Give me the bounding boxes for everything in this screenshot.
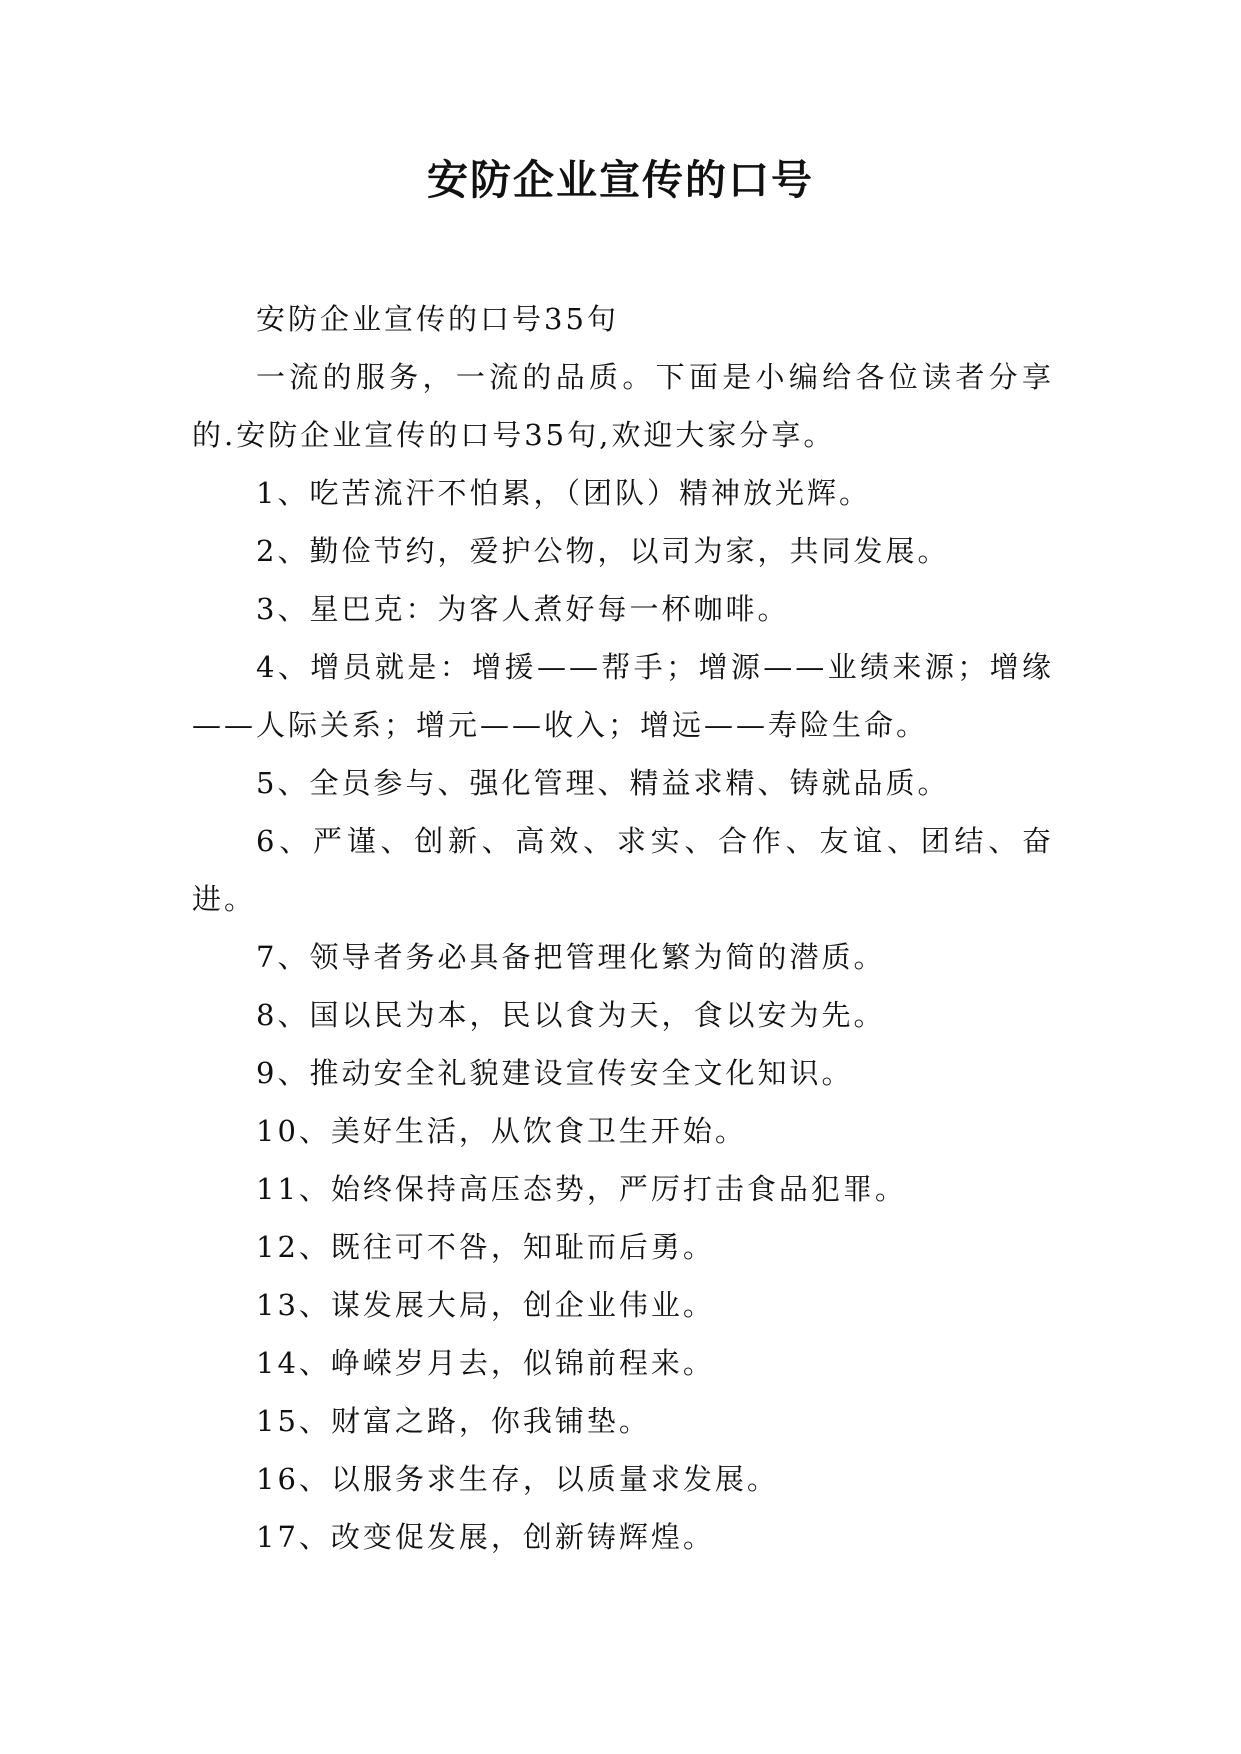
paragraph: 12、既往可不咎，知耻而后勇。 xyxy=(256,1230,715,1264)
document-title: 安防企业宣传的口号 xyxy=(427,156,814,204)
paragraph: 11、始终保持高压态势，严厉打击食品犯罪。 xyxy=(256,1172,907,1206)
paragraph: 1、吃苦流汗不怕累，（团队）精神放光辉。 xyxy=(256,476,871,510)
paragraph: 10、美好生活，从饮食卫生开始。 xyxy=(256,1114,747,1148)
paragraph: 14、峥嵘岁月去，似锦前程来。 xyxy=(256,1346,715,1380)
paragraph: 3、星巴克：为客人煮好每一杯咖啡。 xyxy=(256,592,790,626)
paragraph: 13、谋发展大局，创企业伟业。 xyxy=(256,1288,715,1322)
paragraph: 4、增员就是：增援——帮手；增源——业绩来源；增缘——人际关系；增元——收入；增远——寿险生命。 xyxy=(192,650,1054,742)
document-body xyxy=(192,290,1054,1566)
paragraph: 安防企业宣传的口号35句 xyxy=(256,302,619,336)
paragraph: 一流的服务，一流的品质。下面是小编给各位读者分享的.安防企业宣传的口号35句,欢迎大家分享。 xyxy=(192,360,1054,452)
paragraph: 6、严谨、创新、高效、求实、合作、友谊、团结、奋进。 xyxy=(192,824,1054,916)
paragraph: 17、改变促发展，创新铸辉煌。 xyxy=(256,1520,715,1554)
paragraph: 2、勤俭节约，爱护公物，以司为家，共同发展。 xyxy=(256,534,950,568)
paragraph: 15、财富之路，你我铺垫。 xyxy=(256,1404,651,1438)
paragraph: 7、领导者务必具备把管理化繁为简的潜质。 xyxy=(256,940,886,974)
paragraph: 5、全员参与、强化管理、精益求精、铸就品质。 xyxy=(256,766,950,800)
paragraph: 8、国以民为本，民以食为天，食以安为先。 xyxy=(256,998,886,1032)
paragraph: 16、以服务求生存，以质量求发展。 xyxy=(256,1462,779,1496)
paragraph: 9、推动安全礼貌建设宣传安全文化知识。 xyxy=(256,1056,854,1090)
